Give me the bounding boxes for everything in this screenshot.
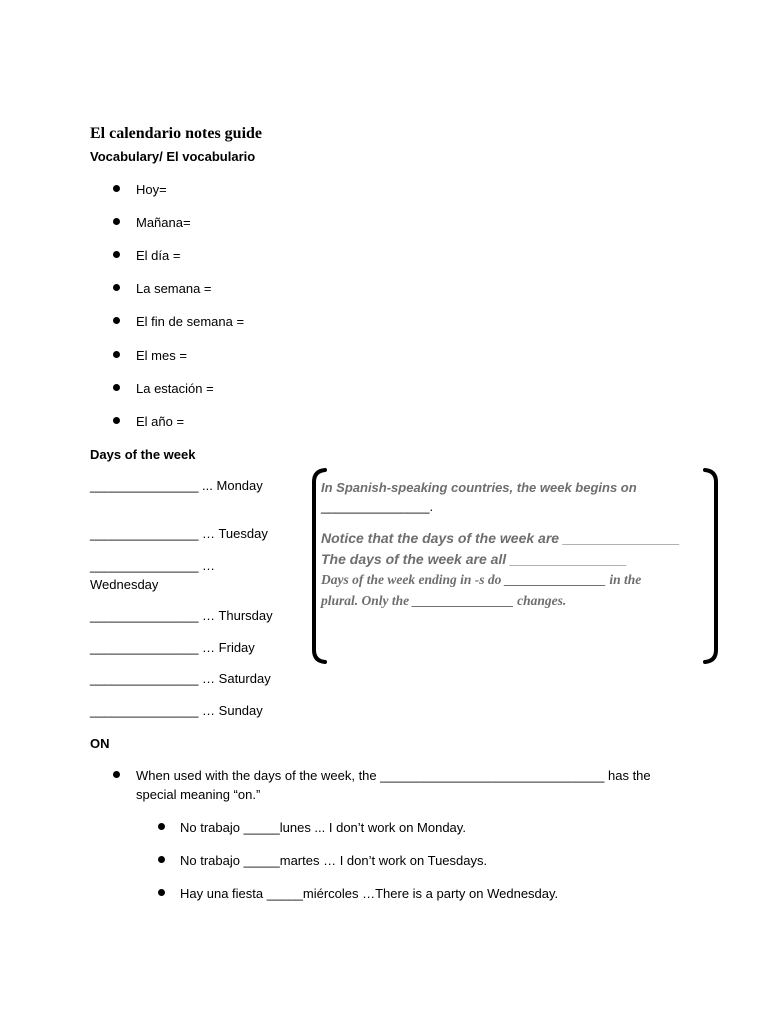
day-row: _______________ … Friday	[90, 640, 255, 655]
bullet-icon	[113, 284, 120, 291]
vocab-item: El año =	[136, 414, 185, 429]
day-row: _______________ … Thursday	[90, 608, 273, 623]
bullet-icon	[158, 856, 165, 863]
note-line: Notice that the days of the week are _______________	[321, 530, 680, 546]
vocab-item: La semana =	[136, 281, 212, 296]
on-bullet-line: special meaning “on.”	[136, 787, 261, 802]
bullet-icon	[113, 384, 120, 391]
bullet-icon	[113, 351, 120, 358]
example-item: Hay una fiesta _____miércoles …There is a party on Wednesday.	[180, 886, 559, 901]
days-heading: Days of the week	[90, 447, 196, 462]
bullet-icon	[113, 218, 120, 225]
bullet-icon	[113, 185, 120, 192]
day-row: _______________ … Sunday	[90, 703, 263, 718]
right-bracket-icon	[700, 468, 722, 664]
day-row: Wednesday	[90, 577, 159, 592]
bullet-icon	[158, 823, 165, 830]
bullet-icon	[113, 417, 120, 424]
vocab-item: El mes =	[136, 348, 187, 363]
day-row: _______________ … Saturday	[90, 671, 271, 686]
vocab-item: El fin de semana =	[136, 314, 245, 329]
example-item: No trabajo _____martes … I don’t work on Tuesdays.	[180, 853, 488, 868]
day-row: _______________ …	[90, 558, 216, 573]
note-line: plural. Only the _______________ changes.	[321, 593, 567, 608]
note-line: The days of the week are all _______________	[321, 551, 627, 567]
bullet-icon	[113, 317, 120, 324]
bullet-icon	[113, 251, 120, 258]
example-item: No trabajo _____lunes ... I don’t work on Monday.	[180, 820, 466, 835]
bullet-icon	[113, 771, 120, 778]
vocab-item: Hoy=	[136, 182, 167, 197]
vocab-heading: Vocabulary/ El vocabulario	[90, 149, 256, 164]
note-line: Days of the week ending in -s do _______________ in the	[321, 572, 642, 587]
bullet-icon	[158, 889, 165, 896]
on-heading: ON	[90, 736, 110, 751]
day-row: _______________ … Tuesday	[90, 526, 268, 541]
day-row: _______________ ... Monday	[90, 478, 263, 493]
vocab-item: La estación =	[136, 381, 214, 396]
vocab-item: Mañana=	[136, 215, 191, 230]
on-bullet-line: When used with the days of the week, the _______________________________ has the	[136, 768, 651, 783]
note-line: _______________.	[321, 499, 434, 514]
page-title: El calendario notes guide	[90, 125, 263, 142]
vocab-item: El día =	[136, 248, 181, 263]
note-line: In Spanish-speaking countries, the week begins on	[321, 480, 637, 495]
